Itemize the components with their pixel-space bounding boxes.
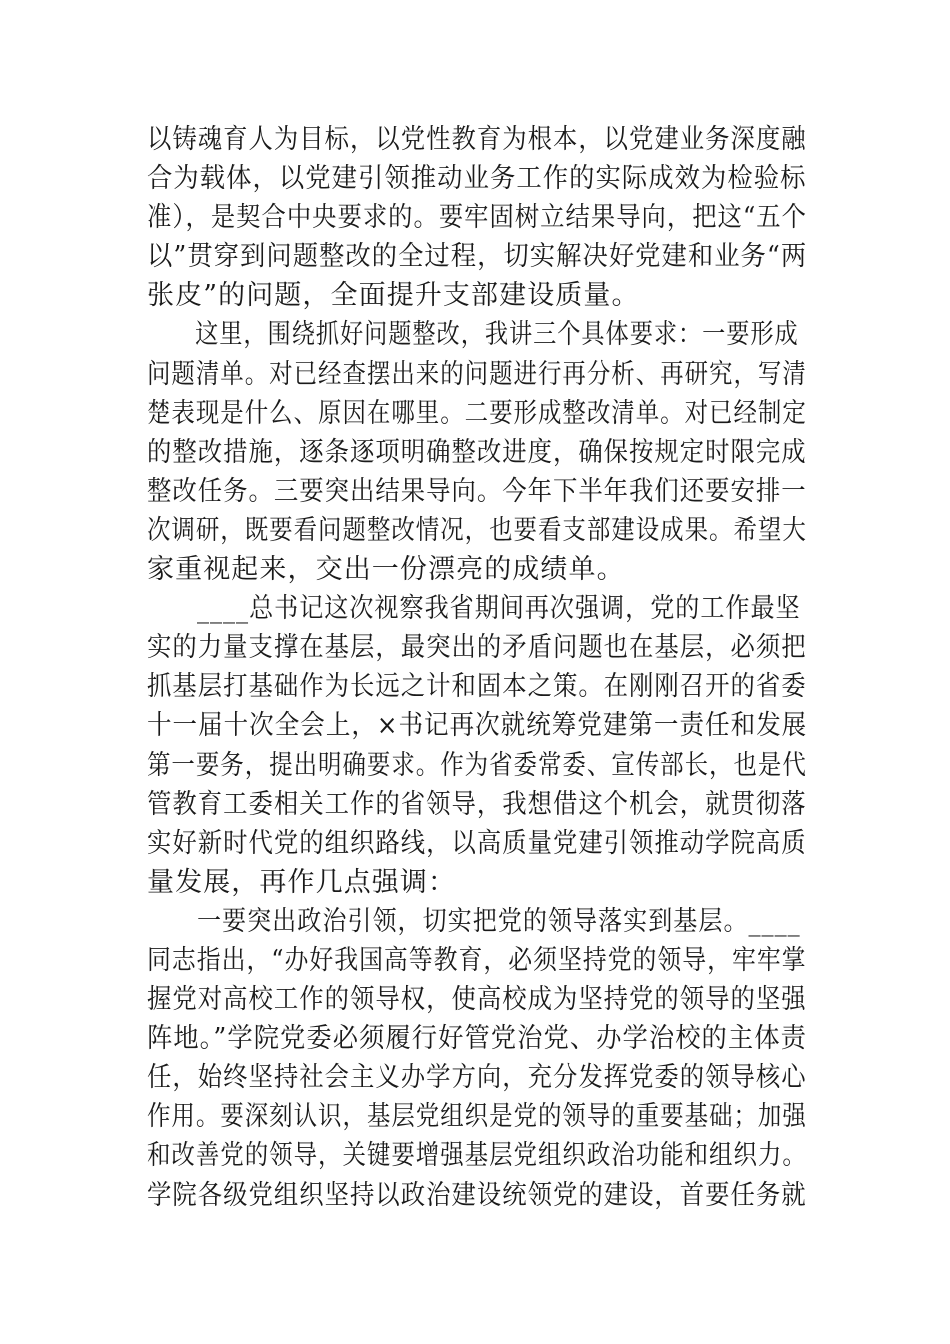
text-line: 准），是契合中央要求的。要牢固树立结果导向，把这“五个 bbox=[147, 202, 807, 234]
text-line: 家重视起来，交出一份漂亮的成绩单。 bbox=[147, 554, 625, 586]
text-line: 的整改措施，逐条逐项明确整改进度，确保按规定时限完成 bbox=[147, 436, 807, 468]
text-line: 任，始终坚持社会主义办学方向，充分发挥党委的领导核心 bbox=[147, 1062, 807, 1094]
text-line: 以铸魂育人为目标，以党性教育为根本，以党建业务深度融 bbox=[147, 124, 807, 155]
text-line: 次调研，既要看问题整改情况，也要看支部建设成果。希望大 bbox=[147, 514, 807, 546]
text-line: 实好新时代党的组织路线，以高质量党建引领推动学院高质 bbox=[147, 827, 807, 859]
paragraph-first-line: 一要突出政治引领，切实把党的领导落实到基层。____ bbox=[196, 905, 801, 937]
text-line: 合为载体，以党建引领推动业务工作的实际成效为检验标 bbox=[147, 163, 807, 195]
text-line: 张皮”的问题，全面提升支部建设质量。 bbox=[147, 280, 640, 312]
text-line: 问题清单。对已经查摆出来的问题进行再分析、再研究，写清 bbox=[147, 358, 807, 390]
paragraph-first-line: ____总书记这次视察我省期间再次强调，党的工作最坚 bbox=[196, 593, 801, 625]
text-line: 整改任务。三要突出结果导向。今年下半年我们还要安排一 bbox=[147, 475, 807, 507]
text-line: 管教育工委相关工作的省领导，我想借这个机会，就贯彻落 bbox=[147, 788, 807, 820]
text-line: 抓基层打基础作为长远之计和固本之策。在刚刚召开的省委 bbox=[147, 671, 807, 703]
text-line: 阵地。”学院党委必须履行好管党治党、办学治校的主体责 bbox=[147, 1023, 807, 1055]
text-line: 十一届十次全会上，×书记再次就统筹党建第一责任和发展 bbox=[147, 710, 808, 742]
text-line: 楚表现是什么、原因在哪里。二要形成整改清单。对已经制定 bbox=[147, 397, 807, 429]
text-line: 作用。要深刻认识，基层党组织是党的领导的重要基础；加强 bbox=[147, 1101, 807, 1133]
text-line: 学院各级党组织坚持以政治建设统领党的建设，首要任务就 bbox=[147, 1179, 807, 1211]
text-line: 和改善党的领导，关键要增强基层党组织政治功能和组织力。 bbox=[147, 1140, 807, 1172]
text-line: 握党对高校工作的领导权，使高校成为坚持党的领导的坚强 bbox=[147, 984, 807, 1016]
text-line: 同志指出，“办好我国高等教育，必须坚持党的领导，牢牢掌 bbox=[147, 944, 807, 976]
body-text bbox=[147, 120, 807, 1215]
paragraph-first-line: 这里，围绕抓好问题整改，我讲三个具体要求：一要形成 bbox=[195, 319, 799, 351]
text-line: 第一要务，提出明确要求。作为省委常委、宣传部长，也是代 bbox=[147, 749, 807, 781]
text-line: 实的力量支撑在基层，最突出的矛盾问题也在基层，必须把 bbox=[147, 632, 807, 664]
text-line: 以”贯穿到问题整改的全过程，切实解决好党建和业务“两 bbox=[147, 241, 808, 273]
text-line: 量发展，再作几点强调： bbox=[147, 866, 457, 898]
